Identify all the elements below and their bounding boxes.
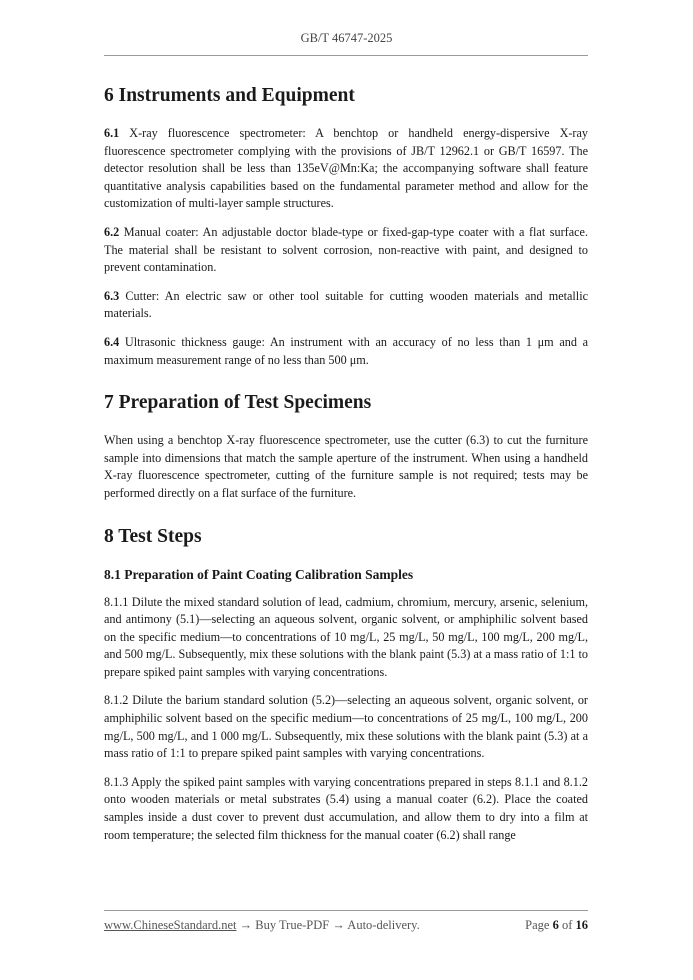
clause-6-3 [104, 288, 588, 323]
clause-6-4 [104, 334, 588, 369]
clause-6-2 [104, 224, 588, 277]
clause-6-1 [104, 125, 588, 213]
clause-number: 6.2 [104, 224, 120, 239]
clause-text: X-ray fluorescence spectrometer: A benchtop or handheld energy-dispersive X-ray fluorescence spectrometer complying with the provisions of JB/T 12962.1 or GB/T 16597. The detector resolution shall be less than 135eV@Mn:Ka; the accompanying software shall feature quantitative analysis capabilities based on the fundamental parameter method and allow for the customization of multi-layer sample structures. [104, 126, 588, 211]
section-7-title: 7 Preparation of Test Specimens [104, 392, 372, 414]
footer-tagline: → Buy True-PDF → Auto-delivery. [236, 918, 420, 932]
clause-text: Cutter: An electric saw or other tool suitable for cutting wooden materials and metallic materials. [104, 288, 588, 321]
footer-divider [104, 910, 588, 911]
page-number [525, 918, 588, 933]
clause-8-1-3: 8.1.3 Apply the spiked paint samples with varying concentrations prepared in steps 8.1.1 and 8.1.2 onto wooden materials or metal substrates (5.4) using a manual coater (6.2). Place the coated samples inside a dust cover to prevent dust accumulation, and allow them to dry into a film at room temperature; the selected film thickness for the manual coater (6.2) shall range [104, 774, 588, 842]
page-label: Page [525, 918, 553, 932]
document-id-header: GB/T 46747-2025 [300, 31, 393, 45]
current-page: 6 [552, 918, 559, 932]
of-label: of [558, 918, 576, 932]
clause-number: 6.3 [104, 288, 120, 303]
section-7-paragraph: When using a benchtop X-ray fluorescence spectrometer, use the cutter (6.3) to cut the furniture sample into dimensions that match the sample aperture of the instrument. When using a handheld X-ray fluorescence spectrometer, cutting of the furniture sample is not required; tests may be performed directly on a flat surface of the furniture. [104, 433, 588, 500]
clause-text: Manual coater: An adjustable doctor blade-type or fixed-gap-type coater with a flat surface. The material shall be resistant to solvent corrosion, non-reactive with paint, and designed to prevent contamination. [104, 224, 588, 275]
site-link[interactable]: www.ChineseStandard.net [104, 918, 237, 932]
section-6-title: 6 Instruments and Equipment [104, 85, 355, 106]
clause-8-1-2: 8.1.2 Dilute the barium standard solution (5.2)—selecting an aqueous solvent, organic solvent, or amphiphilic solvent based on the specific medium—to concentrations of 25 mg/L, 100 mg/L, 200 mg/L, 500 mg/L, and 1 000 mg/L. Subsequently, mix these solutions with the blank paint (5.3) at a mass ratio of 1:1 to prepare spiked paint samples with varying concentrations. [104, 693, 588, 761]
total-pages: 16 [575, 918, 588, 932]
page-footer [104, 918, 588, 933]
clause-8-1-1: 8.1.1 Dilute the mixed standard solution of lead, cadmium, chromium, mercury, arsenic, selenium, and antimony (5.1)—selecting an aqueous solvent, organic solvent, or amphiphilic solvent based on the specific medium—to concentrations of 10 mg/L, 25 mg/L, 50 mg/L, 100 mg/L, 200 mg/L, and 500 mg/L. Subsequently, mix these solutions with the blank paint (5.3) at a mass ratio of 1:1 to prepare spiked paint samples with varying concentrations. [104, 594, 588, 679]
clause-number: 6.4 [104, 334, 120, 349]
clause-number: 6.1 [104, 126, 120, 140]
page-content [104, 84, 588, 855]
section-8-title: 8 Test Steps [104, 525, 202, 547]
header-divider [104, 55, 588, 56]
subsection-8-1-title: 8.1 Preparation of Paint Coating Calibration Samples [104, 566, 414, 582]
footer-promo [104, 918, 420, 933]
clause-text: Ultrasonic thickness gauge: An instrument with an accuracy of no less than 1 μm and a maximum measurement range of no less than 500 μm. [104, 334, 588, 367]
